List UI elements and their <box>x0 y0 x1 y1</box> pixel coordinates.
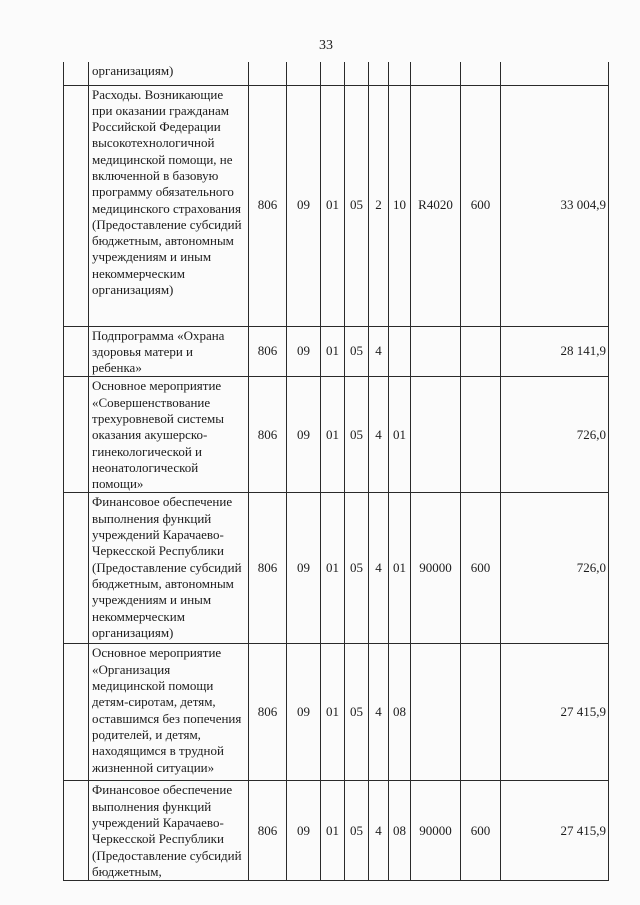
table-row <box>64 85 609 326</box>
expense-type-code <box>461 62 501 85</box>
subsection-code: 01 <box>321 493 345 644</box>
amount: 28 141,9 <box>501 326 609 377</box>
ministry-code: 806 <box>249 644 287 781</box>
item-name: организациям) <box>89 62 249 85</box>
expense-type-code <box>461 644 501 781</box>
program-code: 05 <box>345 644 369 781</box>
section-code: 09 <box>287 781 321 881</box>
main-activity-code <box>389 62 411 85</box>
row-number-cell <box>64 781 89 881</box>
subsection-code <box>321 62 345 85</box>
row-number-cell <box>64 644 89 781</box>
row-number-cell <box>64 493 89 644</box>
expense-type-code <box>461 377 501 493</box>
table-row <box>64 644 609 781</box>
program-code <box>345 62 369 85</box>
amount: 27 415,9 <box>501 781 609 881</box>
subsection-code: 01 <box>321 644 345 781</box>
budget-table <box>63 62 609 881</box>
item-name: Основное мероприятие «Совершенствование трехуровневой системы оказания акушерско-гинекологической и неонатологической помощи» <box>89 377 249 493</box>
amount: 27 415,9 <box>501 644 609 781</box>
table-row <box>64 781 609 881</box>
section-code: 09 <box>287 493 321 644</box>
ministry-code: 806 <box>249 326 287 377</box>
section-code: 09 <box>287 644 321 781</box>
item-name: Финансовое обеспечение выполнения функций учреждений Карачаево-Черкесской Республики (Предоставление субсидий бюджетным, автономным учреждениям и иным некоммерческим организациям) <box>89 493 249 644</box>
section-code: 09 <box>287 326 321 377</box>
expense-type-code: 600 <box>461 781 501 881</box>
expense-type-code: 600 <box>461 493 501 644</box>
subprogram-code: 4 <box>369 493 389 644</box>
expense-direction-code <box>411 644 461 781</box>
subsection-code: 01 <box>321 781 345 881</box>
amount <box>501 62 609 85</box>
section-code: 09 <box>287 377 321 493</box>
ministry-code: 806 <box>249 493 287 644</box>
row-number-cell <box>64 377 89 493</box>
row-number-cell <box>64 85 89 326</box>
amount: 726,0 <box>501 493 609 644</box>
amount: 33 004,9 <box>501 85 609 326</box>
subsection-code: 01 <box>321 326 345 377</box>
program-code: 05 <box>345 493 369 644</box>
program-code: 05 <box>345 85 369 326</box>
section-code <box>287 62 321 85</box>
subprogram-code <box>369 62 389 85</box>
main-activity-code: 08 <box>389 781 411 881</box>
expense-direction-code <box>411 326 461 377</box>
program-code: 05 <box>345 377 369 493</box>
main-activity-code: 01 <box>389 377 411 493</box>
expense-direction-code <box>411 62 461 85</box>
ministry-code <box>249 62 287 85</box>
page-number: 33 <box>319 38 333 53</box>
item-name: Основное мероприятие «Организация медицинской помощи детям-сиротам, детям, оставшимся без попечения родителей, и детям, находящимся в трудной жизненной ситуации» <box>89 644 249 781</box>
ministry-code: 806 <box>249 781 287 881</box>
expense-direction-code: 90000 <box>411 781 461 881</box>
item-name: Финансовое обеспечение выполнения функций учреждений Карачаево-Черкесской Республики (Предоставление субсидий бюджетным, <box>89 781 249 881</box>
main-activity-code: 10 <box>389 85 411 326</box>
table-row <box>64 377 609 493</box>
table-row <box>64 62 609 85</box>
table-row <box>64 326 609 377</box>
subsection-code: 01 <box>321 85 345 326</box>
expense-direction-code <box>411 377 461 493</box>
amount: 726,0 <box>501 377 609 493</box>
subsection-code: 01 <box>321 377 345 493</box>
ministry-code: 806 <box>249 377 287 493</box>
expense-type-code <box>461 326 501 377</box>
main-activity-code: 08 <box>389 644 411 781</box>
subprogram-code: 4 <box>369 326 389 377</box>
section-code: 09 <box>287 85 321 326</box>
main-activity-code <box>389 326 411 377</box>
row-number-cell <box>64 326 89 377</box>
row-number-cell <box>64 62 89 85</box>
main-activity-code: 01 <box>389 493 411 644</box>
expense-direction-code: 90000 <box>411 493 461 644</box>
item-name: Подпрограмма «Охрана здоровья матери и ребенка» <box>89 326 249 377</box>
expense-type-code: 600 <box>461 85 501 326</box>
subprogram-code: 4 <box>369 377 389 493</box>
item-name: Расходы. Возникающие при оказании гражданам Российской Федерации высокотехнологичной медицинской помощи, не включенной в базовую программу обязательного медицинского страхования (Предоставление субсидий бюджетным, автономным учреждениям и иным некоммерческим организациям) <box>89 85 249 326</box>
subprogram-code: 2 <box>369 85 389 326</box>
program-code: 05 <box>345 781 369 881</box>
subprogram-code: 4 <box>369 644 389 781</box>
program-code: 05 <box>345 326 369 377</box>
ministry-code: 806 <box>249 85 287 326</box>
table-row <box>64 493 609 644</box>
expense-direction-code: R4020 <box>411 85 461 326</box>
subprogram-code: 4 <box>369 781 389 881</box>
